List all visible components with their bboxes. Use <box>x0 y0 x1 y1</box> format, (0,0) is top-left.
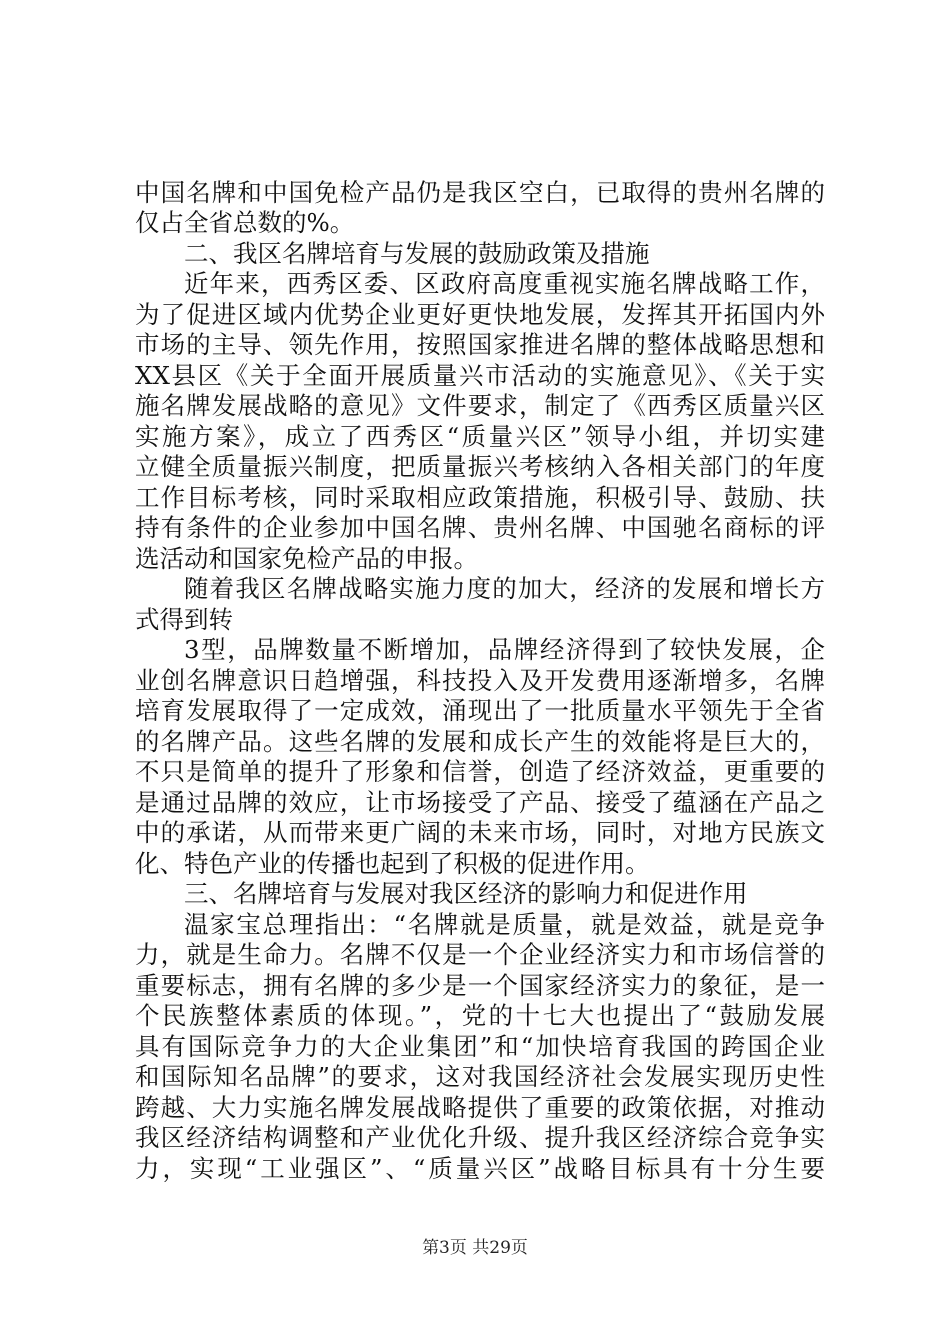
text-line: 我区经济结构调整和产业优化升级、提升我区经济综合竞争实 <box>135 1123 825 1152</box>
text-line: 3型，品牌数量不断增加，品牌经济得到了较快发展，企 <box>184 635 825 664</box>
text-line: 业创名牌意识日趋增强，科技投入及开发费用逐渐增多，名牌 <box>135 666 825 695</box>
section-heading: 三、名牌培育与发展对我区经济的影响力和促进作用 <box>184 879 748 908</box>
text-line: 中的承诺，从而带来更广阔的未来市场，同时，对地方民族文 <box>135 818 825 847</box>
text-line: 力，实现“工业强区”、“质量兴区”战略目标具有十分生要 <box>135 1154 825 1183</box>
text-line: 是通过品牌的效应，让市场接受了产品、接受了蕴涵在产品之 <box>135 788 825 817</box>
text-line: 中国名牌和中国免检产品仍是我区空白，已取得的贵州名牌的 <box>135 178 825 207</box>
text-line: 仅占全省总数的%。 <box>135 208 355 237</box>
text-line: 随着我区名牌战略实施力度的加大，经济的发展和增长方 <box>184 574 825 603</box>
text-line: 式得到转 <box>135 605 233 634</box>
text-line: 近年来，西秀区委、区政府高度重视实施名牌战略工作， <box>184 269 825 298</box>
text-line: 化、特色产业的传播也起到了积极的促进作用。 <box>135 849 650 878</box>
text-line: 选活动和国家免检产品的申报。 <box>135 544 478 573</box>
text-line: 培育发展取得了一定成效，涌现出了一批质量水平领先于全省 <box>135 696 825 725</box>
text-line: 市场的主导、领先作用，按照国家推进名牌的整体战略思想和 <box>135 330 825 359</box>
text-line: 施名牌发展战略的意见》文件要求，制定了《西秀区质量兴区 <box>135 391 825 420</box>
page-footer: 第3页 共29页 <box>422 1238 528 1258</box>
text-line: 个民族整体素质的体现。”，党的十七大也提出了“鼓励发展 <box>135 1001 825 1030</box>
text-line: 的名牌产品。这些名牌的发展和成长产生的效能将是巨大的， <box>135 727 825 756</box>
text-line: 跨越、大力实施名牌发展战略提供了重要的政策依据，对推动 <box>135 1093 825 1122</box>
text-line: 不只是简单的提升了形象和信誉，创造了经济效益，更重要的 <box>135 757 825 786</box>
text-line: 温家宝总理指出：“名牌就是质量，就是效益，就是竞争 <box>184 910 825 939</box>
text-line: 和国际知名品牌”的要求，这对我国经济社会发展实现历史性 <box>135 1062 825 1091</box>
text-line: 持有条件的企业参加中国名牌、贵州名牌、中国驰名商标的评 <box>135 513 825 542</box>
text-line: 实施方案》，成立了西秀区“质量兴区”领导小组，并切实建 <box>135 422 825 451</box>
text-line: 力，就是生命力。名牌不仅是一个企业经济实力和市场信誉的 <box>135 940 825 969</box>
text-line: 立健全质量振兴制度，把质量振兴考核纳入各相关部门的年度 <box>135 452 825 481</box>
text-line: 工作目标考核，同时采取相应政策措施，积极引导、鼓励、扶 <box>135 483 825 512</box>
text-line: 具有国际竞争力的大企业集团”和“加快培育我国的跨国企业 <box>135 1032 825 1061</box>
text-line: 重要标志，拥有名牌的多少是一个国家经济实力的象征，是一 <box>135 971 825 1000</box>
text-line: XX县区《关于全面开展质量兴市活动的实施意见》、《关于实 <box>135 361 825 390</box>
text-line: 为了促进区域内优势企业更好更快地发展，发挥其开拓国内外 <box>135 300 825 329</box>
section-heading: 二、我区名牌培育与发展的鼓励政策及措施 <box>184 239 650 268</box>
